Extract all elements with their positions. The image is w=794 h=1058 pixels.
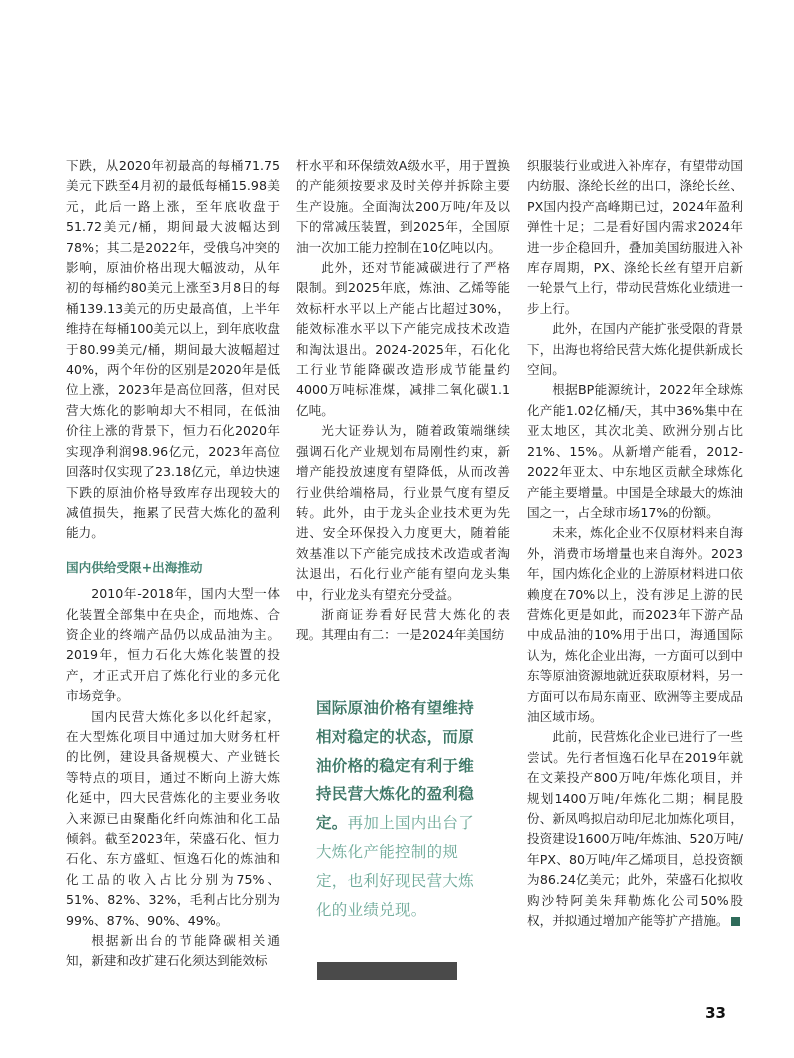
column-left <box>66 156 280 972</box>
column-middle <box>296 156 510 646</box>
paragraph: 未来，炼化企业不仅原材料来自海外，消费市场增量也来自海外。2023年，国内炼化企业的上游原材料进口依赖度在70%以上，没有涉足上游的民营炼化更是如此，而2023年下游产品中成品油的10%用于出口，海通国际认为，炼化企业出海，一方面可以到中东等原油资源地就近获取原材料，另一方面可以布局东南亚、欧洲等主要成品油区域市场。 <box>527 525 743 724</box>
paragraph: 织服装行业或进入补库存，有望带动国内纺服、涤纶长丝的出口，涤纶长丝、PX国内投产高峰期已过，2024年盈利弹性十足；二是看好国内需求2024年进一步企稳回升，叠加美国纺服进入补库存周期，PX、涤纶长丝有望开启新一轮景气上行，带动民营炼化业绩进一步上行。 <box>527 158 743 316</box>
paragraph: 光大证券认为，随着政策端继续强调石化产业规划布局刚性约束，新增产能投放速度有望降低，从而改善行业供给端格局，行业景气度有望反转。此外，由于龙头企业技术更为先进、安全环保投入力度更大，随着能效基准以下产能完成技术改造或者淘汰退出，石化行业产能有望向龙头集中，行业龙头有望充分受益。 <box>296 423 510 602</box>
pull-quote <box>316 694 482 924</box>
paragraph: 2010年-2018年，国内大型一体化装置全部集中在央企，而地炼、合资企业的终端产品仍以成品油为主。2019年，恒力石化大炼化装置的投产，才正式开启了炼化行业的多元化市场竞争。 <box>66 586 280 704</box>
paragraph: 根据BP能源统计，2022年全球炼化产能1.02亿桶/天，其中36%集中在亚太地区，其次北美、欧洲分别占比21%、15%。从新增产能看，2012-2022年亚太、中东地区贡献全球炼化产能主要增量。中国是全球最大的炼油国之一，占全球市场17%的份额。 <box>527 382 743 520</box>
paragraph: 下跌，从2020年初最高的每桶71.75美元下跌至4月初的最低每桶15.98美元，此后一路上涨，至年底收盘于51.72美元/桶，期间最大波幅达到78%；其二是2022年，受俄乌冲突的影响，原油价格出现大幅波动，从年初的每桶约80美元上涨至3月8日的每桶139.13美元的历史最高值，上半年维持在每桶100美元以上，到年底收盘于80.99美元/桶，期间最大波幅超过40%，两个年份的区别是2020年是低位上涨，2023年是高位回落，但对民营大炼化的影响却大不相同，在低油价往上涨的背景下，恒力石化2020年实现净利润98.96亿元，2023年高位回落时仅实现了23.18亿元，单边快速下跌的原油价格导致库存出现较大的减值损失，拖累了民营大炼化的盈利能力。 <box>66 158 280 541</box>
end-of-article-icon <box>731 917 740 926</box>
paragraph: 杆水平和环保绩效A级水平，用于置换的产能须按要求及时关停并拆除主要生产设施。全面淘汰200万吨/年及以下的常减压装置，到2025年，全国原油一次加工能力控制在10亿吨以内。 <box>296 158 510 255</box>
paragraph-text: 此前，民营炼化企业已进行了一些尝试。先行者恒逸石化早在2019年就在文莱投产800万吨/年炼化项目，并规划1400万吨/年炼化二期；桐昆股份、新凤鸣拟启动印尼北加炼化项目，投资建设1600万吨/年炼油、520万吨/年PX、80万吨/年乙烯项目，总投资额为86.24亿美元；此外，荣盛石化拟收购沙特阿美朱拜勒炼化公司50%股权，并拟通过增加产能等扩产措施。 <box>527 729 743 929</box>
pull-quote-bar <box>317 962 457 980</box>
paragraph: 根据新出台的节能降碳相关通知，新建和改扩建石化须达到能效标 <box>66 933 280 969</box>
paragraph: 国内民营大炼化多以化纤起家，在大型炼化项目中通过加大财务杠杆的比例，建设具备规模大、产业链长等特点的项目，通过不断向上游大炼化延中，四大民营炼化的主要业务收入来源已由聚酯化纤向炼油和化工品倾斜。截至2023年，荣盛石化、恒力石化、东方盛虹、恒逸石化的炼油和化工品的收入占比分别为75%、51%、82%、32%，毛利占比分别为99%、87%、90%、49%。 <box>66 708 280 928</box>
pull-quote-emphasis: 国际原油价格有望维持相对稳定的状态，而原油价格的稳定有利于维持民营大炼化的盈利稳定。 <box>316 699 475 833</box>
paragraph: 此外，还对节能减碳进行了严格限制。到2025年底，炼油、乙烯等能效标杆水平以上产能占比超过30%，能效标准水平以下产能完成技术改造和淘汰退出。2024-2025年，石化化工行业节能降碳改造形成节能量约4000万吨标准煤，减排二氧化碳1.1亿吨。 <box>296 260 510 418</box>
column-right <box>527 156 743 931</box>
page-number: 33 <box>705 1004 726 1022</box>
section-heading: 国内供给受限+出海推动 <box>66 559 203 575</box>
pull-quote-text: 再加上国内出台了大炼化产能控制的规定，也利好现民营大炼化的业绩兑现。 <box>316 814 475 919</box>
paragraph: 浙商证券看好民营大炼化的表现。其理由有二：一是2024年美国纺 <box>296 606 510 643</box>
paragraph <box>527 727 743 931</box>
paragraph: 此外，在国内产能扩张受限的背景下，出海也将给民营大炼化提供新成长空间。 <box>527 321 743 378</box>
